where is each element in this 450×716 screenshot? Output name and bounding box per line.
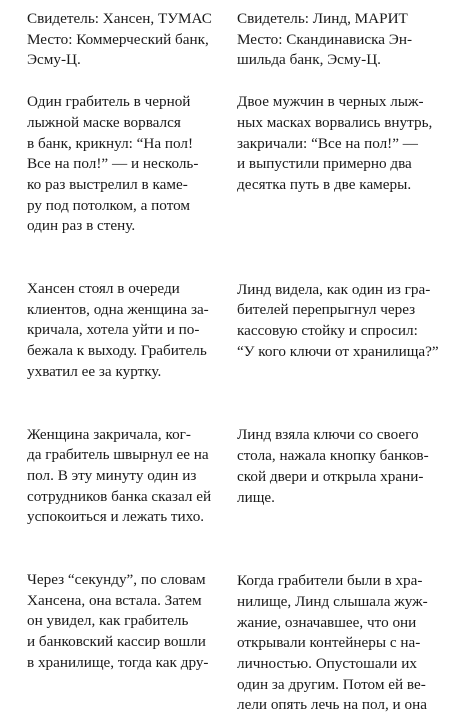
paragraph-gap bbox=[237, 238, 445, 259]
paragraph-gap bbox=[237, 404, 445, 425]
paragraph-gap bbox=[27, 237, 243, 258]
text-line: Один грабитель в черной bbox=[27, 93, 191, 111]
text-line: Линд взяла ключи со своего bbox=[237, 426, 419, 444]
text-line: в банк, крикнул: “На пол! bbox=[27, 134, 194, 152]
witness-column-lind bbox=[237, 9, 445, 716]
paragraph-gap bbox=[27, 258, 243, 279]
text-line: Двое мужчин в черных лыж- bbox=[237, 93, 424, 111]
text-line: Хансен стоял в очереди bbox=[27, 280, 180, 298]
text-line: Свидетель: Хансен, ТУМАС bbox=[27, 10, 212, 27]
text-line: Линд видела, как один из гра- bbox=[237, 280, 431, 298]
text-line: пол. В эту минуту один из bbox=[27, 466, 197, 484]
text-line: открывали контейнеры с на- bbox=[237, 634, 421, 652]
text-line: Все на пол!” — и несколь- bbox=[27, 155, 199, 173]
text-line: жание, означавшее, что они bbox=[237, 613, 417, 631]
text-line: закричали: “Все на пол!” — bbox=[237, 134, 418, 152]
paragraph-gap bbox=[237, 508, 445, 529]
text-line: ко раз выстрелил в каме- bbox=[27, 175, 188, 193]
text-line: кричала, хотела уйти и по- bbox=[27, 321, 200, 339]
text-line: успокоиться и лежать тихо. bbox=[27, 508, 205, 526]
statement-paragraph bbox=[27, 279, 243, 383]
witness-header bbox=[27, 9, 243, 71]
statement-paragraph bbox=[27, 570, 243, 674]
text-line: и выпустили примерно два bbox=[237, 155, 412, 173]
paragraph-gap bbox=[237, 362, 445, 383]
text-line: Женщина закричала, ког- bbox=[27, 425, 191, 443]
text-line: ных масках ворвались внутрь, bbox=[237, 113, 433, 131]
text-line: лели опять лечь на пол, и она bbox=[237, 696, 427, 714]
paragraph-gap bbox=[27, 549, 243, 570]
text-line: Через “секунду”, по словам bbox=[27, 571, 206, 589]
text-line: Эсму-Ц. bbox=[27, 51, 81, 69]
paragraph-gap bbox=[237, 259, 445, 280]
paragraph-gap bbox=[27, 71, 243, 92]
text-line: десятка путь в две камеры. bbox=[237, 175, 412, 193]
statement-paragraph bbox=[237, 280, 445, 363]
text-line: сотрудников банка сказал ей bbox=[27, 487, 212, 505]
text-line: “У кого ключи от хранилища?” bbox=[237, 342, 439, 360]
witness-header bbox=[237, 9, 445, 71]
text-line: ской двери и открыла храни- bbox=[237, 467, 424, 485]
text-line: нилище, Линд слышала жуж- bbox=[237, 592, 428, 610]
text-line: ухватил ее за куртку. bbox=[27, 362, 162, 380]
text-line: бителей перепрыгнул через bbox=[237, 301, 416, 319]
witness-column-hansen bbox=[27, 9, 243, 674]
paragraph-gap bbox=[27, 383, 243, 404]
text-line: клиентов, одна женщина за- bbox=[27, 300, 209, 318]
paragraph-gap bbox=[237, 196, 445, 217]
text-line: Свидетель: Линд, МАРИТ bbox=[237, 10, 408, 27]
text-line: Когда грабители были в хра- bbox=[237, 572, 423, 590]
text-line: ру под потолком, а потом bbox=[27, 196, 191, 214]
text-line: и банковский кассир вошли bbox=[27, 633, 206, 651]
statement-paragraph bbox=[27, 425, 243, 529]
text-line: Место: Коммерческий банк, bbox=[27, 30, 209, 48]
text-line: личностью. Опустошали их bbox=[237, 655, 417, 673]
paragraph-gap bbox=[237, 529, 445, 550]
statement-paragraph bbox=[27, 92, 243, 237]
statement-paragraph bbox=[237, 571, 445, 716]
text-line: бежала к выходу. Грабитель bbox=[27, 342, 207, 360]
text-line: один раз в стену. bbox=[27, 217, 136, 235]
text-line: да грабитель швырнул ее на bbox=[27, 446, 209, 464]
text-line: шильда банк, Эсму-Ц. bbox=[237, 51, 381, 69]
statement-paragraph bbox=[237, 92, 445, 196]
text-line: Хансена, она встала. Затем bbox=[27, 591, 202, 609]
paragraph-gap bbox=[237, 550, 445, 571]
text-line: в хранилище, тогда как дру- bbox=[27, 653, 209, 671]
text-line: кассовую стойку и спросил: bbox=[237, 322, 418, 340]
paragraph-gap bbox=[237, 383, 445, 404]
paragraph-gap bbox=[27, 404, 243, 425]
paragraph-gap bbox=[237, 217, 445, 238]
text-line: лище. bbox=[237, 488, 275, 506]
paragraph-gap bbox=[237, 71, 445, 92]
text-line: один за другим. Потом ей ве- bbox=[237, 675, 426, 693]
statement-paragraph bbox=[237, 425, 445, 508]
text-line: лыжной маске ворвался bbox=[27, 113, 181, 131]
text-line: стола, нажала кнопку банков- bbox=[237, 447, 429, 465]
paragraph-gap bbox=[27, 528, 243, 549]
text-line: Место: Скандинависка Эн- bbox=[237, 30, 413, 48]
text-line: он увидел, как грабитель bbox=[27, 612, 189, 630]
